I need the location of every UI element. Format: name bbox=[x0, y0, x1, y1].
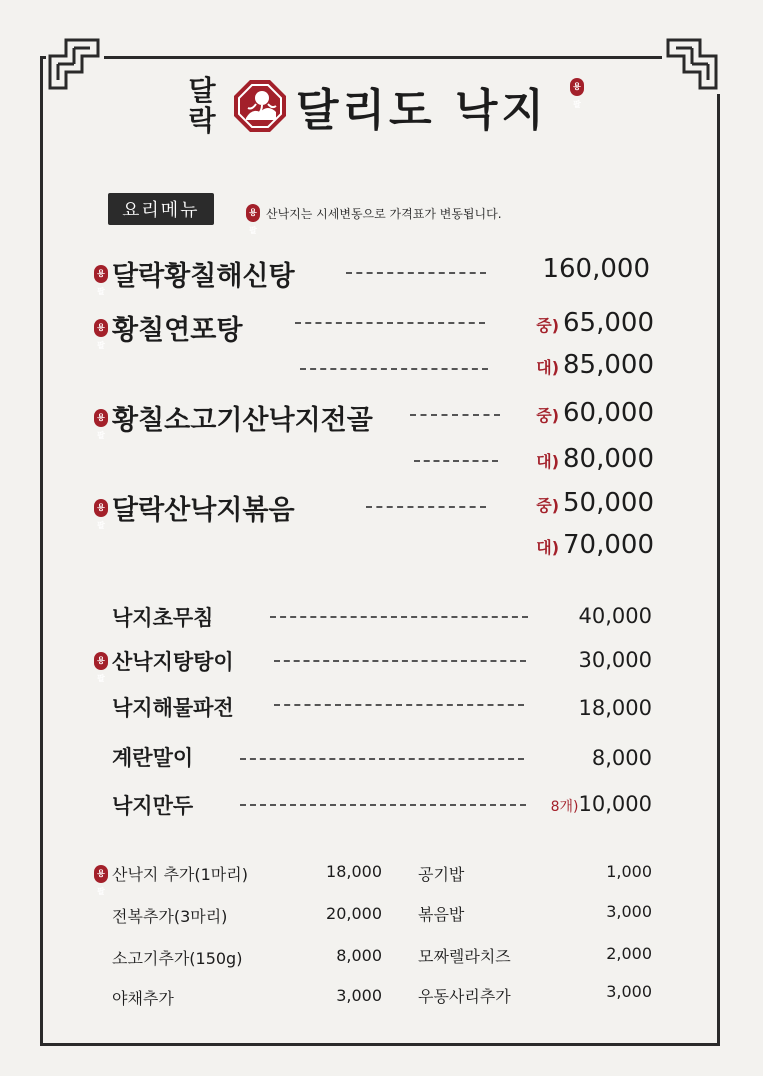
seal-icon: 용팔 bbox=[94, 499, 108, 517]
leader-line bbox=[295, 322, 485, 324]
menu-item-name: 산낙지탕탕이 bbox=[112, 650, 234, 674]
menu-item bbox=[94, 488, 295, 530]
seal-icon: 용팔 bbox=[246, 204, 260, 222]
price-value: 85,000 bbox=[563, 350, 654, 380]
size-label: 대) bbox=[536, 452, 560, 471]
size-label: 대) bbox=[536, 538, 560, 557]
brand-seal: 용팔 bbox=[570, 78, 584, 96]
side-menu-item bbox=[94, 646, 234, 683]
menu-item-name: 황칠연포탕 bbox=[112, 315, 243, 346]
menu-item-price bbox=[490, 444, 654, 474]
menu-item-name: 낙지초무침 bbox=[112, 606, 214, 630]
menu-item bbox=[94, 398, 373, 440]
price-value: 10,000 bbox=[578, 792, 652, 816]
price-value: 160,000 bbox=[542, 254, 650, 284]
brand-small-bottom: 락 bbox=[188, 104, 216, 137]
extra-item-price: 3,000 bbox=[336, 986, 382, 1005]
menu-item-price: 40,000 bbox=[578, 604, 652, 628]
price-value: 50,000 bbox=[563, 488, 654, 518]
menu-item bbox=[94, 308, 243, 350]
size-label: 중) bbox=[536, 496, 560, 515]
menu-item-price bbox=[524, 792, 652, 816]
menu-item-name: 낙지해물파전 bbox=[112, 696, 234, 720]
extra-item-name: 야채추가 bbox=[112, 989, 174, 1008]
extra-item bbox=[418, 984, 511, 1007]
menu-item-price bbox=[490, 530, 654, 560]
extra-item-price: 18,000 bbox=[326, 862, 382, 881]
leader-line bbox=[410, 414, 500, 416]
extra-item-price: 2,000 bbox=[606, 944, 652, 963]
extra-item-price: 3,000 bbox=[606, 902, 652, 921]
menu-item bbox=[94, 254, 295, 296]
side-menu-item bbox=[112, 790, 193, 820]
leader-line bbox=[346, 272, 486, 274]
size-label: 중) bbox=[536, 406, 560, 425]
menu-item-name: 달락황칠해신탕 bbox=[112, 261, 295, 292]
leader-line bbox=[270, 616, 528, 618]
seal-icon: 용팔 bbox=[94, 865, 108, 883]
extra-item-name: 볶음밥 bbox=[418, 905, 465, 924]
menu-item-price: 8,000 bbox=[591, 746, 652, 770]
leader-line bbox=[240, 804, 526, 806]
leader-line bbox=[300, 368, 488, 370]
leader-line bbox=[366, 506, 486, 508]
extra-item bbox=[418, 862, 464, 885]
menu-item-name: 낙지만두 bbox=[112, 794, 194, 818]
extra-item-price: 1,000 bbox=[606, 862, 652, 881]
leader-line bbox=[414, 460, 498, 462]
seal-icon: 용팔 bbox=[94, 409, 108, 427]
menu-item-price bbox=[490, 308, 654, 338]
menu-item-price bbox=[490, 254, 650, 284]
octopus-logo-icon bbox=[232, 78, 288, 134]
extra-item bbox=[112, 904, 227, 927]
size-label: 대) bbox=[536, 358, 560, 377]
price-value: 60,000 bbox=[563, 398, 654, 428]
extra-item-name: 우동사리추가 bbox=[418, 987, 511, 1006]
brand-header bbox=[180, 74, 581, 138]
extra-item-price: 3,000 bbox=[606, 982, 652, 1001]
seal-icon: 용팔 bbox=[94, 652, 108, 670]
section-title: 요리메뉴 bbox=[108, 193, 214, 225]
extra-item-name: 공기밥 bbox=[418, 865, 465, 884]
menu-item-price bbox=[490, 488, 654, 518]
side-menu-item bbox=[112, 692, 234, 722]
extra-item-name: 모짜렐라치즈 bbox=[418, 947, 511, 966]
price-value: 80,000 bbox=[563, 444, 654, 474]
notice-text: 산낙지는 시세변동으로 가격표가 변동됩니다. bbox=[266, 206, 502, 221]
leader-line bbox=[240, 758, 524, 760]
extra-item bbox=[112, 986, 174, 1009]
extra-item-name: 전복추가(3마리) bbox=[112, 907, 228, 926]
brand-small-top: 달 bbox=[188, 74, 216, 107]
menu-item-price: 18,000 bbox=[578, 696, 652, 720]
menu-item-name: 황칠소고기산낙지전골 bbox=[112, 405, 373, 436]
extra-item-name: 산낙지 추가(1마리) bbox=[112, 865, 248, 884]
extra-item-price: 8,000 bbox=[336, 946, 382, 965]
corner-ornament-right bbox=[662, 36, 720, 94]
price-notice bbox=[246, 204, 502, 235]
menu-item-name: 달락산낙지볶음 bbox=[112, 495, 295, 526]
extra-item bbox=[418, 944, 511, 967]
price-value: 65,000 bbox=[563, 308, 654, 338]
extra-item bbox=[112, 946, 242, 969]
seal-icon: 용팔 bbox=[94, 319, 108, 337]
size-label: 중) bbox=[536, 316, 560, 335]
extra-item bbox=[94, 862, 248, 896]
side-menu-item bbox=[112, 602, 213, 632]
leader-line bbox=[274, 704, 524, 706]
side-menu-item bbox=[112, 742, 193, 772]
corner-ornament-left bbox=[46, 36, 104, 94]
extra-item bbox=[418, 902, 464, 925]
extra-item-name: 소고기추가(150g) bbox=[112, 949, 243, 968]
menu-item-name: 계란말이 bbox=[112, 746, 194, 770]
seal-icon: 용팔 bbox=[94, 265, 108, 283]
extra-item-price: 20,000 bbox=[326, 904, 382, 923]
menu-item-price: 30,000 bbox=[578, 648, 652, 672]
menu-item-price bbox=[490, 398, 654, 428]
quantity-note: 8개) bbox=[550, 799, 579, 815]
price-value: 70,000 bbox=[563, 530, 654, 560]
menu-item-price bbox=[490, 350, 654, 380]
brand-small-text bbox=[180, 76, 224, 136]
leader-line bbox=[274, 660, 526, 662]
brand-name: 달리도 낙지 bbox=[296, 85, 548, 136]
